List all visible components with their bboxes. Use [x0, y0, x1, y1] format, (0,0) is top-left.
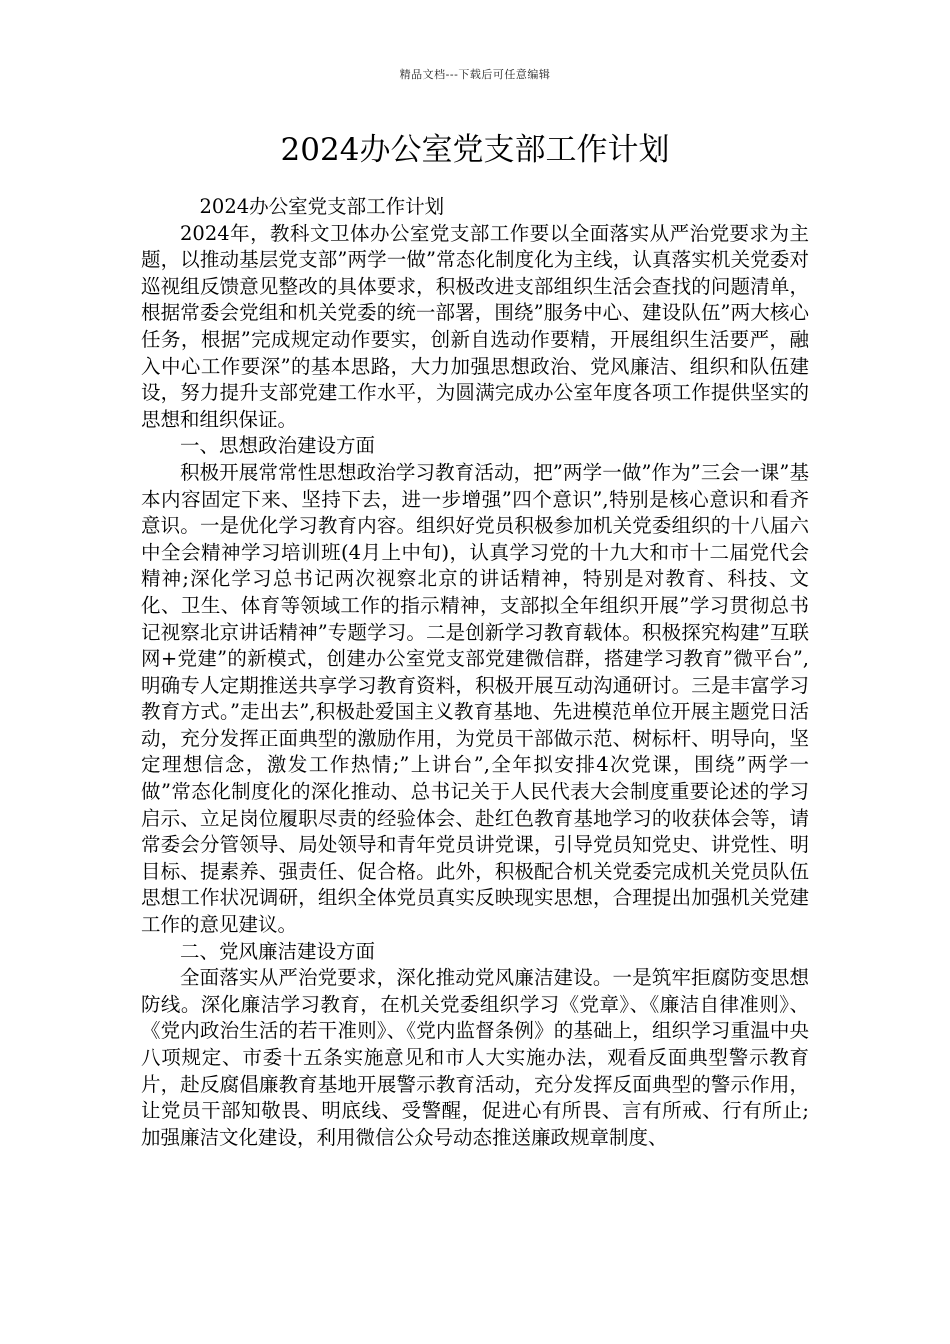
- document-title: 2024办公室党支部工作计划: [280, 132, 670, 168]
- section-heading-2: 二、党风廉洁建设方面: [180, 939, 376, 963]
- section-paragraph-1: 积极开展常常性思想政治学习教育活动，把”两学一做”作为”三会一课”基本内容固定下来、坚持下去，进一步增强”四个意识”,特别是核心意识和看齐意识。一是优化学习教育内容。组织好党员积极参加机关党委组织的十八届六中全会精神学习培训班(4月上中旬)，认真学习党的十九大和市十二届党代会精神;深化学习总书记两次视察北京的讲话精神，特别是对教育、科技、文化、卫生、体育等领域工作的指示精神，支部拟全年组织开展”学习贯彻总书记视察北京讲话精神”专题学习。二是创新学习教育载体。积极探究构建”互联网+党建”的新模式，创建办公室党支部党建微信群，搭建学习教育”微平台”,明确专人定期推送共享学习教育资料，积极开展互动沟通研讨。三是丰富学习教育方式。”走出去”,积极赴爱国主义教育基地、先进模范单位开展主题党日活动，充分发挥正面典型的激励作用，为党员干部做示范、树标杆、明导向，坚定理想信念，激发工作热情;”上讲台”,全年拟安排4次党课，围绕”两学一做”常态化制度化的深化推动、总书记关于人民代表大会制度重要论述的学习启示、立足岗位履职尽责的经验体会、赴红色教育基地学习的收获体会等，请常委会分管领导、局处领导和青年党员讲党课，引导党员知党史、讲党性、明目标、提素养、强责任、促合格。此外，积极配合机关党委完成机关党员队伍思想工作状况调研，组织全体党员真实反映现实思想，合理提出加强机关党建工作的意见建议。: [141, 460, 809, 937]
- document-subtitle: 2024办公室党支部工作计划: [199, 195, 445, 218]
- intro-paragraph: 2024年，教科文卫体办公室党支部工作要以全面落实从严治党要求为主题，以推动基层党支部”两学一做”常态化制度化为主线，认真落实机关党委对巡视组反馈意见整改的具体要求，积极改进支部组织生活会查找的问题清单，根据常委会党组和机关党委的统一部署，围绕”服务中心、建设队伍”两大核心任务，根据”完成规定动作要实，创新自选动作要精，开展组织生活要严，融入中心工作要深”的基本思路，大力加强思想政治、党风廉洁、组织和队伍建设，努力提升支部党建工作水平，为圆满完成办公室年度各项工作提供坚实的思想和组织保证。: [141, 221, 809, 431]
- section-heading-1: 一、思想政治建设方面: [180, 434, 376, 458]
- document-body: [141, 194, 809, 1151]
- section-paragraph-2: 全面落实从严治党要求，深化推动党风廉洁建设。一是筑牢拒腐防变思想防线。深化廉洁学习教育，在机关党委组织学习《党章》、《廉洁自律准则》、《党内政治生活的若干准则》、《党内监督条例》的基础上，组织学习重温中央八项规定、市委十五条实施意见和市人大实施办法，观看反面典型警示教育片，赴反腐倡廉教育基地开展警示教育活动，充分发挥反面典型的警示作用，让党员干部知敬畏、明底线、受警醒，促进心有所畏、言有所戒、行有所止;加强廉洁文化建设，利用微信公众号动态推送廉政规章制度、: [141, 966, 809, 1149]
- header-note: 精品文档---下载后可任意编辑: [399, 68, 551, 81]
